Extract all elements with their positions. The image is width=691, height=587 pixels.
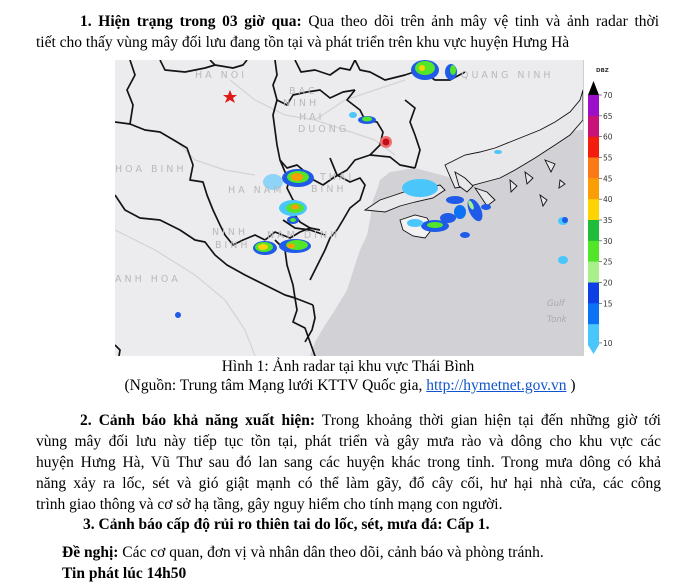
legend-min-arrow xyxy=(588,345,599,354)
recommendation xyxy=(62,543,544,562)
label-hoa-binh: HOA BINH xyxy=(115,164,187,175)
section-warning-line3: huyện Hưng Hà, Vũ Thư sau đó lan sang các huyện khác trong tỉnh. Trong mưa dông có khả xyxy=(36,454,661,471)
label-tonkin: Tonk xyxy=(547,315,567,325)
recommendation-text: Các cơ quan, đơn vị và nhân dân theo dõi, cảnh báo và phòng tránh. xyxy=(122,544,544,561)
legend-band xyxy=(588,241,599,262)
legend-band xyxy=(588,262,599,283)
section-current-status-line1 xyxy=(36,11,659,32)
legend-band xyxy=(588,303,599,324)
legend-band xyxy=(588,283,599,304)
legend-tick-label: 40 xyxy=(603,195,613,205)
legend-tick-label: 20 xyxy=(603,278,613,288)
figure-source-suffix: ) xyxy=(570,377,576,394)
capital-star-icon xyxy=(223,90,237,103)
radar-legend xyxy=(583,60,618,356)
legend-tick-label: 15 xyxy=(603,299,613,309)
figure-source-prefix: (Nguồn: Trung tâm Mạng lưới KTTV Quốc gia, xyxy=(124,377,423,394)
legend-max-arrow xyxy=(588,81,599,95)
legend-colorbar xyxy=(584,60,618,356)
section-warning-text1: Trong khoảng thời gian hiện tại đến những giờ tới xyxy=(321,412,661,429)
figure-caption: Hình 1: Ảnh radar tại khu vực Thái Bình xyxy=(221,358,475,375)
section-warning-line2: vùng mây đối lưu này tiếp tục tồn tại, phát triển và gây mưa rào và dông cho khu vực các xyxy=(36,433,661,450)
label-thanh-hoa: ANH HOA xyxy=(115,274,181,285)
legend-band xyxy=(588,95,599,116)
legend-tick-label: 65 xyxy=(603,111,613,121)
legend-tick-label: 55 xyxy=(603,153,613,163)
radar-figure xyxy=(115,60,618,356)
label-duong: DUONG xyxy=(298,124,350,135)
section-warning xyxy=(36,410,661,515)
section-warning-heading: 2. Cảnh báo khả năng xuất hiện: xyxy=(80,412,316,429)
label-ha-noi: HA NOI xyxy=(195,70,248,81)
label-quang-ninh: QUANG NINH xyxy=(461,70,554,81)
echo-cell-ninh-binh xyxy=(253,241,277,255)
recommendation-label: Đề nghị: xyxy=(62,544,119,561)
figure-source xyxy=(40,376,660,395)
label-hai: HAI xyxy=(299,112,325,123)
label-gulf: Gulf xyxy=(547,299,565,309)
legend-tick-label: 45 xyxy=(603,174,613,184)
section-warning-line4: năng xảy ra lốc, sét và gió giật mạnh có thể làm gãy, đổ cây cối, hư hại nhà cửa, các công xyxy=(36,475,661,492)
legend-band xyxy=(588,158,599,179)
legend-tick-label: 10 xyxy=(603,338,613,348)
section-warning-line1 xyxy=(36,410,661,431)
section-current-status-heading: 1. Hiện trạng trong 03 giờ qua: xyxy=(80,13,302,30)
section-current-status-text1: Qua theo dõi trên ảnh mây vệ tinh và ảnh radar thời xyxy=(308,13,660,30)
legend-title: DBZ xyxy=(596,68,609,74)
legend-tick-label: 60 xyxy=(603,132,613,142)
section-current-status xyxy=(36,11,659,53)
label-ninh-binh: BINH xyxy=(215,240,251,251)
section-risk-level: 3. Cảnh báo cấp độ rủi ro thiên tai do lốc, sét, mưa đá: Cấp 1. xyxy=(83,516,490,533)
legend-tick-label: 25 xyxy=(603,257,613,267)
section-warning-line5: trình giao thông và cơ sở hạ tầng, gây nguy hiểm cho tính mạng con người. xyxy=(36,496,503,513)
radar-map xyxy=(115,60,583,356)
legend-band xyxy=(588,178,599,199)
legend-tick-label: 35 xyxy=(603,216,613,225)
issued-time: Tin phát lúc 14h50 xyxy=(62,565,187,582)
label-ninh: NINH xyxy=(212,227,249,238)
label-ha-nam: HA NAM xyxy=(228,185,285,196)
legend-band xyxy=(588,199,599,220)
echo-cell-nam-dinh xyxy=(279,239,311,253)
legend-band xyxy=(588,220,599,241)
label-nam-dinh: NAM DINH xyxy=(267,230,341,241)
label-thai-binh: BINH xyxy=(311,184,347,195)
legend-tick-label: 30 xyxy=(603,236,613,246)
section-current-status-line2: tiết cho thấy vùng mây đối lưu đang tồn tại và phát triển trên khu vực huyện Hưng Hà xyxy=(36,34,570,51)
label-bac: BAC xyxy=(289,86,318,97)
echo-cell-quang-ninh xyxy=(411,60,457,80)
legend-band xyxy=(588,324,599,345)
legend-band xyxy=(588,116,599,137)
label-thai: THAI xyxy=(320,172,355,183)
legend-tick-label: 70 xyxy=(603,91,613,100)
source-link[interactable]: http://hymetnet.gov.vn xyxy=(426,377,567,394)
label-bac-ninh: NINH xyxy=(283,98,320,109)
legend-band xyxy=(588,137,599,158)
